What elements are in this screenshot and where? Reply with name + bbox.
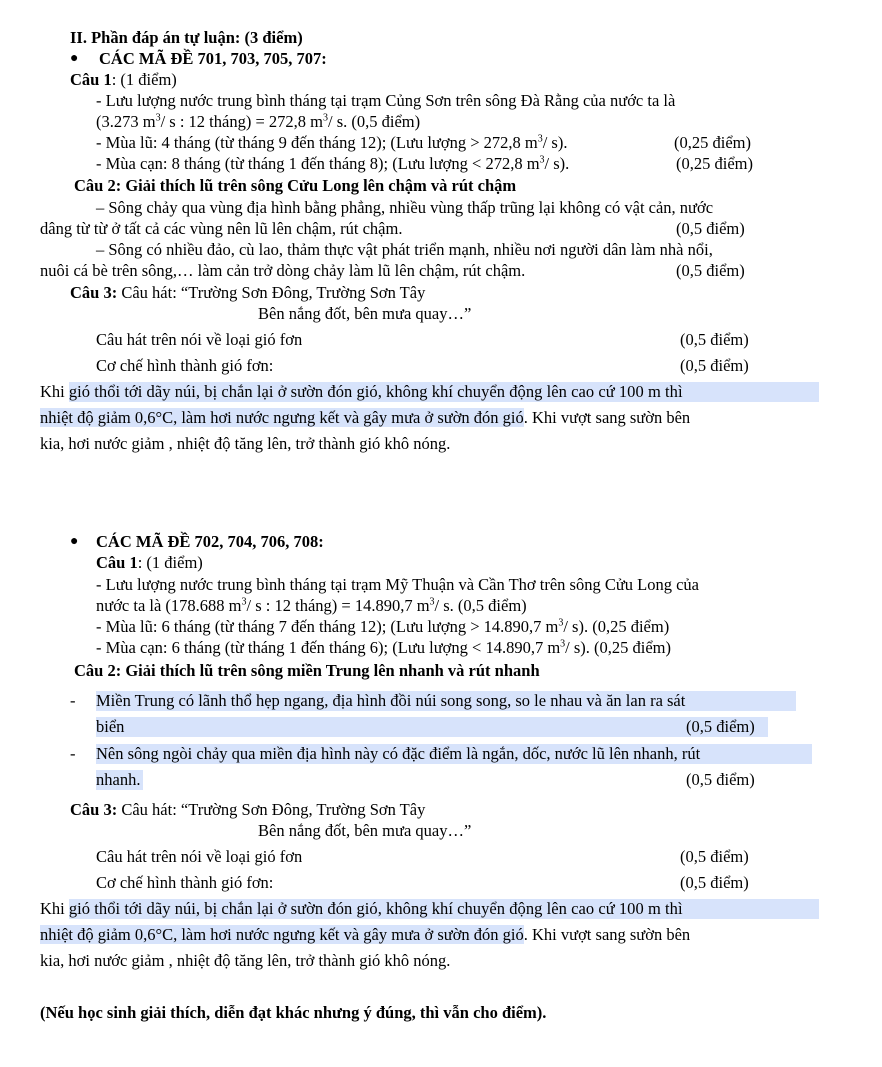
set-a-q1-line4-score: (0,25 điểm) xyxy=(676,154,753,173)
text: . Khi vượt sang sườn bên xyxy=(523,925,691,944)
q1-points: : (1 điểm) xyxy=(137,553,203,572)
set-a-q2-p2-line1: – Sông có nhiều đảo, cù lao, thảm thực vật phát triển mạnh, nhiều nơi người dân làm nhà nổi, xyxy=(96,240,713,259)
superscript: 3 xyxy=(155,112,161,124)
set-a-q3-exp-line2 xyxy=(40,408,690,428)
text: - Mùa lũ: 4 tháng (từ tháng 9 đến tháng 12); (Lưu lượng > 272,8 m xyxy=(96,133,538,152)
set-a-q2-p1-line1: – Sông chảy qua vùng địa hình bằng phẳng, nhiều vùng thấp trũng lại không có vật cản, nước xyxy=(96,198,714,217)
set-a-q1-line3-score: (0,25 điểm) xyxy=(674,133,751,152)
text: Khi xyxy=(40,382,69,401)
dash-marker: - xyxy=(70,744,76,763)
set-b-title: CÁC MÃ ĐỀ 702, 704, 706, 708: xyxy=(96,532,324,551)
text: - Mùa cạn: 8 tháng (từ tháng 1 đến tháng 8); (Lưu lượng < 272,8 m xyxy=(96,154,540,173)
set-b-q3-exp-line1 xyxy=(40,899,832,919)
set-a-q1-header xyxy=(70,70,177,90)
text: / s). (0,25 điểm) xyxy=(563,617,670,636)
section-heading: II. Phần đáp án tự luận: (3 điểm) xyxy=(70,28,303,47)
bullet-icon: ● xyxy=(70,51,79,66)
set-b-q1-line3 xyxy=(96,617,669,637)
text: / s). xyxy=(542,133,568,152)
superscript: 3 xyxy=(429,596,435,608)
q1-label: Câu 1 xyxy=(70,70,112,89)
set-a-q1-line1: - Lưu lượng nước trung bình tháng tại trạm Củng Sơn trên sông Đà Rằng của nước ta là xyxy=(96,91,676,110)
set-b-q2-b1-line1: Miền Trung có lãnh thổ hẹp ngang, địa hình đồi núi song song, so le nhau và ăn lan ra sát xyxy=(96,691,686,710)
set-a-q3-song1 xyxy=(70,283,425,303)
set-a-q2-title: Câu 2: Giải thích lũ trên sông Cửu Long lên chậm và rút chậm xyxy=(74,176,517,195)
set-a-q1-line2 xyxy=(96,112,420,132)
set-a-q3-row1: Câu hát trên nói về loại gió fơn xyxy=(96,330,303,349)
text: - Mùa cạn: 6 tháng (từ tháng 1 đến tháng 6); (Lưu lượng < 14.890,7 m xyxy=(96,638,561,657)
superscript: 3 xyxy=(241,596,247,608)
set-b-q3-exp-line3: kia, hơi nước giảm , nhiệt độ tăng lên, trở thành gió khô nóng. xyxy=(40,951,451,970)
dash-marker: - xyxy=(70,691,76,710)
set-a-q2-p1-line2: dâng từ từ ở tất cả các vùng nên lũ lên chậm, rút chậm. xyxy=(40,219,403,238)
text: Câu hát: “Trường Sơn Đông, Trường Sơn Tây xyxy=(117,283,426,302)
text: nước ta là (178.688 m xyxy=(96,596,242,615)
text: / s : 12 tháng) = 14.890,7 m xyxy=(246,596,430,615)
set-b-q2-b2-line1: Nên sông ngòi chảy qua miền địa hình này có đặc điểm là ngắn, dốc, nước lũ lên nhanh, rút xyxy=(96,744,701,763)
set-b-q2-b1-line2: biển xyxy=(96,717,125,736)
set-b-q2-b2-score: (0,5 điểm) xyxy=(686,770,755,789)
q1-points: : (1 điểm) xyxy=(111,70,177,89)
text: Câu hát: “Trường Sơn Đông, Trường Sơn Tây xyxy=(117,800,426,819)
text: / s. (0,5 điểm) xyxy=(434,596,527,615)
set-b-q1-line4 xyxy=(96,638,671,658)
set-a-q3-row1-score: (0,5 điểm) xyxy=(680,330,749,349)
text: . Khi vượt sang sườn bên xyxy=(523,408,691,427)
set-b-q1-line2 xyxy=(96,596,527,616)
highlighted-text: gió thổi tới dãy núi, bị chắn lại ở sườn đón gió, không khí chuyển động lên cao cứ 100 m thì xyxy=(69,899,819,919)
text: Khi xyxy=(40,899,69,918)
set-b-q3-song2: Bên nắng đốt, bên mưa quay…” xyxy=(258,821,472,840)
text: / s. (0,5 điểm) xyxy=(327,112,421,131)
superscript: 3 xyxy=(539,154,545,166)
set-a-q3-song2: Bên nắng đốt, bên mưa quay…” xyxy=(258,304,472,323)
set-a-q3-row2-score: (0,5 điểm) xyxy=(680,356,749,375)
set-b-q1-line1: - Lưu lượng nước trung bình tháng tại trạm Mỹ Thuận và Cần Thơ trên sông Cửu Long của xyxy=(96,575,699,594)
text: . xyxy=(136,770,141,789)
superscript: 3 xyxy=(560,638,566,650)
superscript: 3 xyxy=(537,133,543,145)
q1-label: Câu 1 xyxy=(96,553,138,572)
set-b-q2-b2-line2 xyxy=(96,770,140,790)
set-b-q3-song1 xyxy=(70,800,425,820)
set-a-title: CÁC MÃ ĐỀ 701, 703, 705, 707: xyxy=(99,49,327,68)
set-b-q3-row2-score: (0,5 điểm) xyxy=(680,873,749,892)
bullet-icon: ● xyxy=(70,534,79,549)
set-b-q3-exp-line2 xyxy=(40,925,690,945)
set-a-q2-p2-score: (0,5 điểm) xyxy=(676,261,745,280)
text: - Mùa lũ: 6 tháng (từ tháng 7 đến tháng 12); (Lưu lượng > 14.890,7 m xyxy=(96,617,559,636)
text: / s : 12 tháng) = 272,8 m xyxy=(160,112,323,131)
highlight-block xyxy=(96,717,768,737)
set-b-q3-row1-score: (0,5 điểm) xyxy=(680,847,749,866)
set-a-q2-p2-line2: nuôi cá bè trên sông,… làm cản trở dòng chảy làm lũ lên chậm, rút chậm. xyxy=(40,261,526,280)
set-b-q2-b1-score: (0,5 điểm) xyxy=(686,717,755,736)
highlighted-text: nhiệt độ giảm 0,6°C, làm hơi nước ngưng kết và gây mưa ở sườn đón gió xyxy=(40,925,524,944)
set-a-q3-exp-line1 xyxy=(40,382,832,402)
set-b-q3-row2: Cơ chế hình thành gió fơn: xyxy=(96,873,274,892)
set-a-q2-p1-score: (0,5 điểm) xyxy=(676,219,745,238)
set-b-q1-header xyxy=(96,553,203,573)
highlighted-text: nhanh xyxy=(96,770,137,789)
q3-label: Câu 3: xyxy=(70,800,118,819)
set-b-q3-row1: Câu hát trên nói về loại gió fơn xyxy=(96,847,303,866)
superscript: 3 xyxy=(322,112,328,124)
text: / s). xyxy=(544,154,570,173)
highlighted-text: gió thổi tới dãy núi, bị chắn lại ở sườn đón gió, không khí chuyển động lên cao cứ 100 m thì xyxy=(69,382,819,402)
set-a-q1-line4 xyxy=(96,154,569,174)
text: (3.273 m xyxy=(96,112,156,131)
set-a-q1-line3 xyxy=(96,133,567,153)
text: / s). (0,25 điểm) xyxy=(565,638,672,657)
set-a-q3-row2: Cơ chế hình thành gió fơn: xyxy=(96,356,274,375)
footer-note: (Nếu học sinh giải thích, diễn đạt khác nhưng ý đúng, thì vẫn cho điểm). xyxy=(40,1003,547,1022)
q3-label: Câu 3: xyxy=(70,283,118,302)
set-a-q3-exp-line3: kia, hơi nước giảm , nhiệt độ tăng lên, trở thành gió khô nóng. xyxy=(40,434,451,453)
highlighted-text: nhiệt độ giảm 0,6°C, làm hơi nước ngưng kết và gây mưa ở sườn đón gió xyxy=(40,408,524,427)
set-b-q2-title: Câu 2: Giải thích lũ trên sông miền Trung lên nhanh và rút nhanh xyxy=(74,661,540,680)
superscript: 3 xyxy=(558,617,564,629)
